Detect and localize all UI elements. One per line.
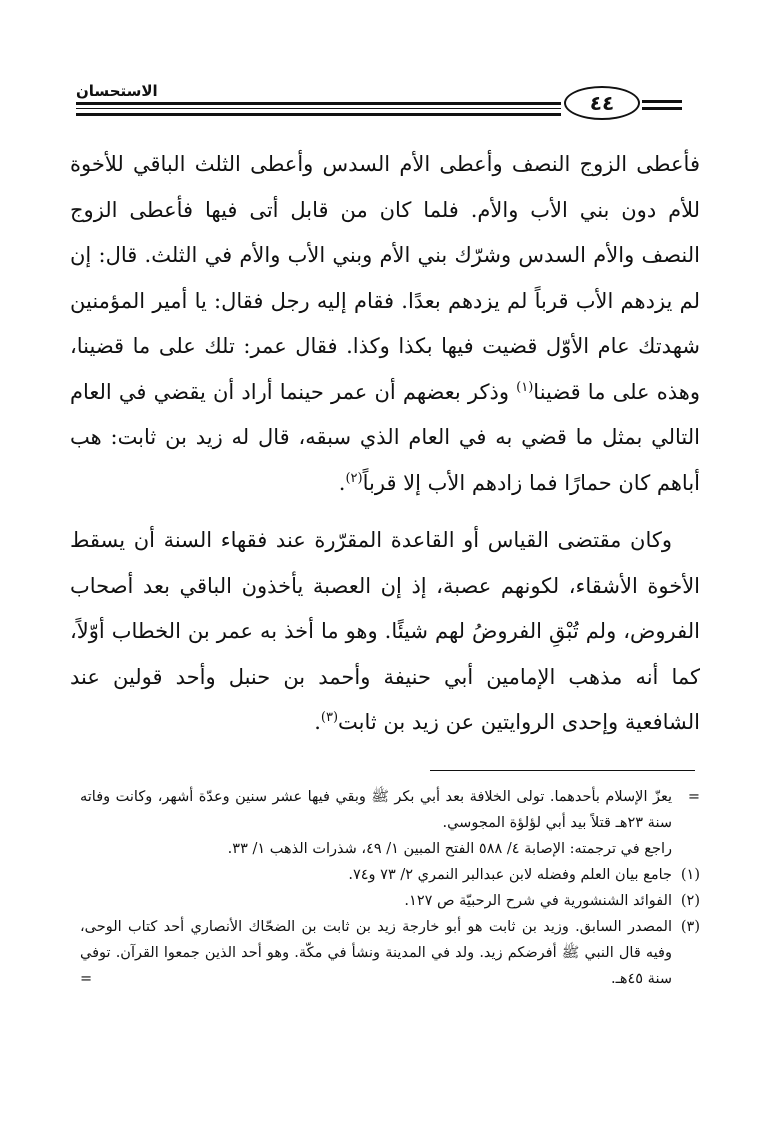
footnote-ref: (٣)	[320, 710, 339, 725]
footnote-ref: (١)	[516, 379, 534, 395]
header-rule	[76, 108, 561, 109]
footnotes	[80, 784, 700, 992]
header-rule	[642, 100, 682, 103]
paragraph: وكان مقتضى القياس أو القاعدة المقرّرة عند فقهاء السنة أن يسقط الأخوة الأشقاء، لكونهم عصبة، إذ إن العصبة يأخذون الباقي بعد أصحاب الفروض، ولم تُبْقِ الفروضُ لهم شيئًا. وهو ما أخذ به عمر بن الخطاب أوّلاً، كما أنه مذهب الإمامين أبي حنيفة وأحمد بن حنبل وأحد قولين عند الشافعية وإحدى الروايتين عن زيد بن ثابت$^{(٣)}$.	[70, 528, 700, 734]
footnote-item: (١) جامع بيان العلم وفضله لابن عبدالبر النمري ٢/ ٧٣ و٧٤.	[80, 862, 700, 888]
footnote-sources: راجع في ترجمته: الإصابة ٤/ ٥٨٨ الفتح المبين ١/ ٤٩، شذرات الذهب ١/ ٣٣.	[227, 841, 672, 857]
footnote-continuation: = يعزّ الإسلام بأحدهما. تولى الخلافة بعد أبي بكر ﷺ وبقي فيها عشر سنين وعدّة أشهر، وكانت وفاته سنة ٢٣هـ قتلاً بيد أبي لؤلؤة المجوسي.	[80, 784, 700, 836]
page-number: ٤٤	[564, 86, 640, 120]
header-rule	[76, 102, 561, 105]
main-text	[70, 142, 700, 746]
footnote-item: (٢) الفوائد الشنشورية في شرح الرحبيّة ص ١٢٧.	[80, 888, 700, 914]
continuation-marker: =	[687, 789, 700, 805]
footnote-marker: (١)	[680, 867, 700, 883]
footnote-divider	[430, 770, 695, 771]
continuation-marker: =	[80, 971, 93, 987]
footnote-marker: (٣)	[680, 919, 700, 935]
page-header	[76, 80, 690, 120]
footnote-item: (٣) المصدر السابق. وزيد بن ثابت هو أبو خارجة زيد بن ثابت بن الضحّاك الأنصاري أحد كتاب الوحى، وفيه قال النبي ﷺ أفرضكم زيد. ولد في المدينة ونشأ في مكّة. وهو أحد الذين جمعوا القرآن. توفي سنة ٤٥هـ. =	[80, 914, 700, 992]
header-rule	[76, 113, 561, 116]
running-title: الاستحسان	[76, 82, 158, 100]
paragraph: فأعطى الزوج النصف وأعطى الأم السدس وأعطى الثلث الباقي للأخوة للأم دون بني الأب والأم. فلما كان من قابل أتى فيها فأعطى الزوج النصف والأم السدس وشرّك بني الأم وبني الأب والأم في الثلث. قال: إن لم يزدهم الأب قرباً لم يزدهم بعدًا. فقام إليه رجل فقال: يا أمير المؤمنين شهدتك عام الأوّل قضيت فيها بكذا وكذا. فقال عمر: تلك على ما قضينا، وهذه على ما قضينا$^{(١)}$ وذكر بعضهم أن عمر حينما أراد أن يقضي في العام التالي بمثل ما قضي به في العام الذي سبقه، قال له زيد بن ثابت: هب أباهم كان حمارًا فما زادهم الأب إلا قرباً$^{(٢)}$.	[70, 152, 700, 495]
footnote-ref: (٢)	[345, 470, 363, 486]
footnote-marker: (٢)	[680, 893, 700, 909]
header-rule	[642, 107, 682, 110]
